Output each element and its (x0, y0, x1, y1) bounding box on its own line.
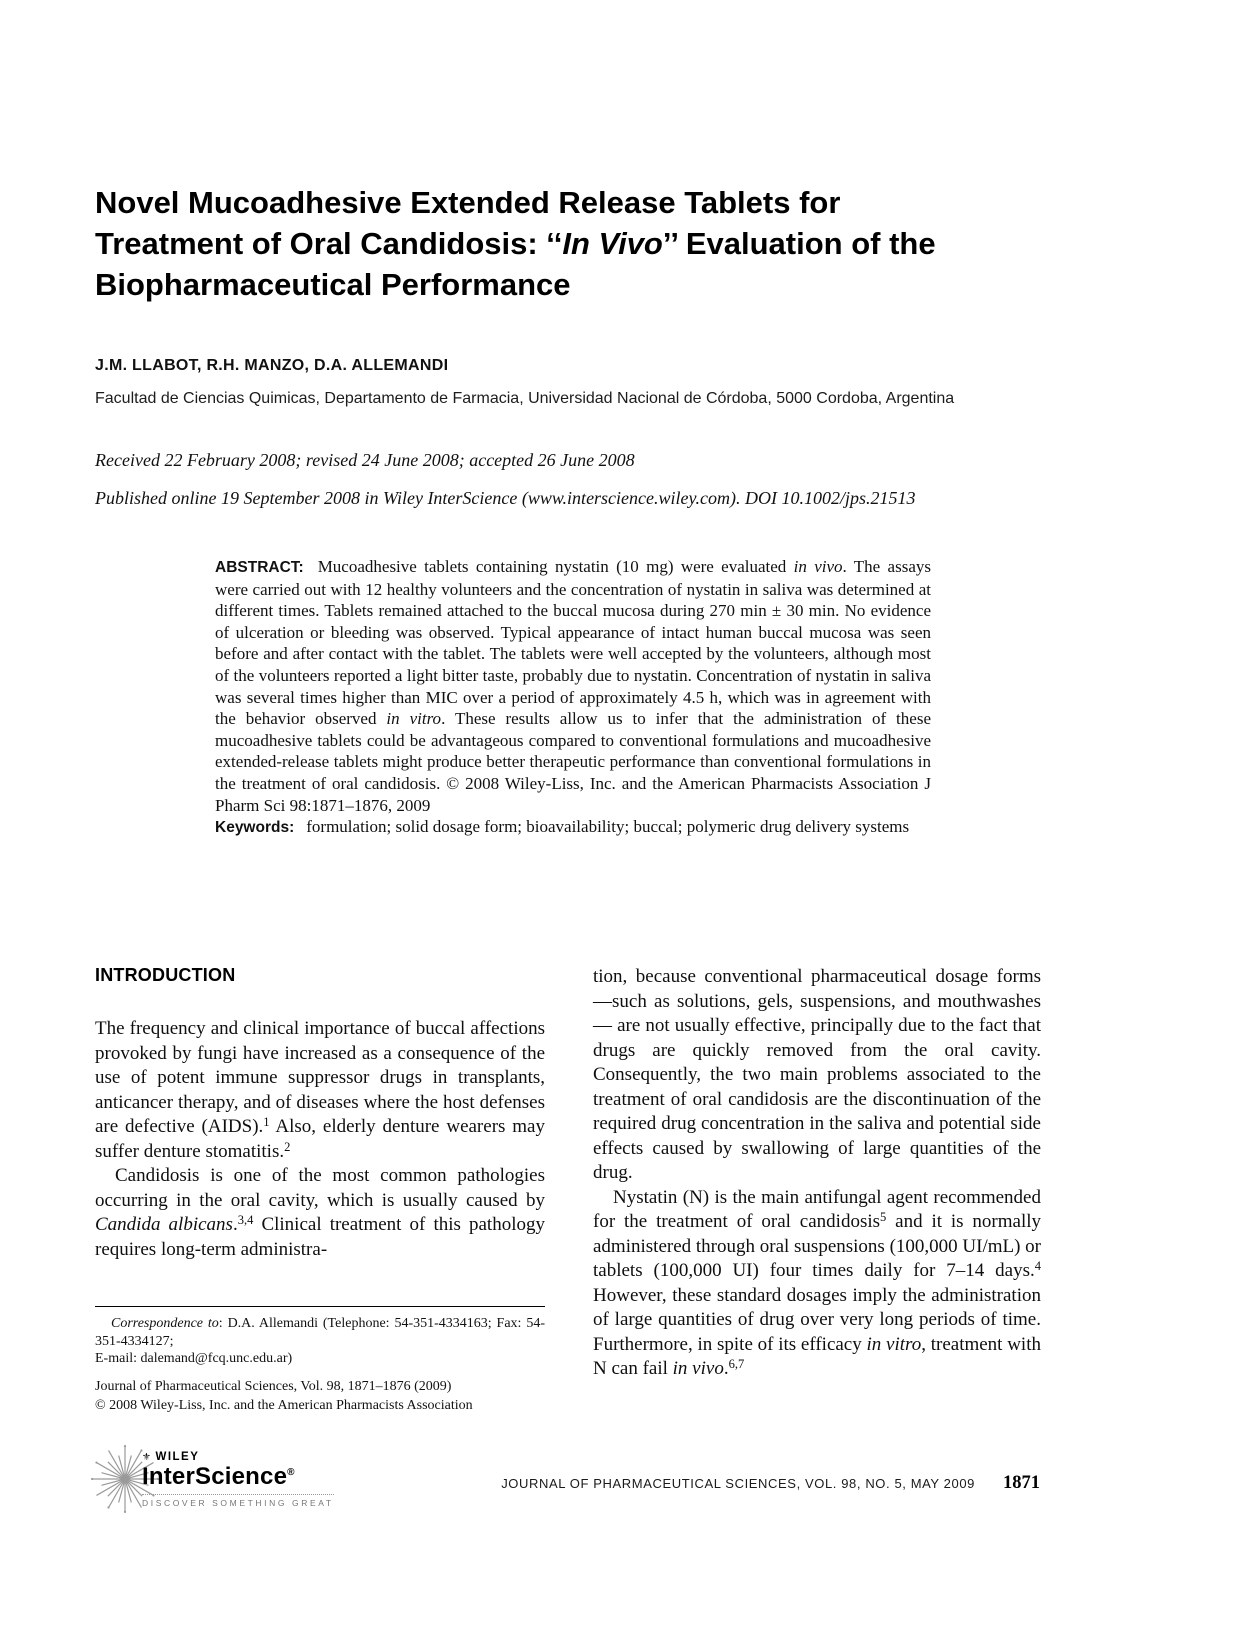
published-online-doi-line: Published online 19 September 2008 in Wiley InterScience (www.interscience.wiley.com). DOI 10.1002/jps.21513 (95, 488, 916, 508)
interscience-wordmark (142, 1463, 334, 1491)
introduction-paragraph-3: Nystatin (N) is the main antifungal agent recommended for the treatment of oral candidosis$^5$ and it is normally administered through oral suspensions (100,000 UI/mL) or tablets (100,000 UI) four times daily for 7–14 days.$^4$ However, these standard dosages imply the administration of large quantities of drug over very long periods of time. Furthermore, in spite of its efficacy in vitro, treatment with N can fail in vivo.$^{6,7}$ (593, 1186, 1042, 1379)
article-title (95, 182, 1047, 305)
right-column (593, 965, 1041, 1382)
wiley-interscience-logo (86, 1440, 334, 1518)
interscience-wordmark-text: InterScience (142, 1462, 288, 1490)
article-title-line2: Treatment of Oral Candidosis: ‘‘In Vivo’’ Evaluation of the (95, 226, 936, 261)
correspondence-note: Correspondence to: D.A. Allemandi (Telephone: 54-351-4334163; Fax: 54-351-4334127; E-mail: dalemand@fcq.unc.edu.ar) (95, 1316, 545, 1366)
wiley-wordmark (142, 1451, 334, 1463)
logo-tagline: DISCOVER SOMETHING GREAT (142, 1494, 334, 1508)
article-title-line3: Biopharmaceutical Performance (95, 267, 571, 302)
introduction-paragraph-2: Candidosis is one of the most common pathologies occurring in the oral cavity, which is usually caused by Candida albicans.$^{3,4}$ Clinical treatment of this pathology requires long-term administra- (95, 1165, 545, 1260)
abstract-block (215, 556, 931, 839)
abstract-paragraph (215, 556, 931, 816)
received-revised-accepted-line: Received 22 February 2008; revised 24 June 2008; accepted 26 June 2008 (95, 450, 635, 470)
abstract-text: Mucoadhesive tablets containing nystatin (10 mg) were evaluated in vivo. The assays were carried out with 12 healthy volunteers and the concentration of nystatin in saliva was determined at different times. Tablets remained attached to the buccal mucosa during 270 min ± 30 min. No evidence of ulceration or bleeding was observed. Typical appearance of intact human buccal mucosa was seen before and after contact with the tablet. The tablets were well accepted by the volunteers, although most of the volunteers reported a light bitter taste, probably due to nystatin. Concentration of nystatin in saliva was several times higher than MIC over a period of approximately 4.5 h, which was in agreement with the behavior observed in vitro. These results allow us to infer that the administration of these mucoadhesive tablets could be advantageous compared to conventional formulations and mucoadhesive extended-release tablets might produce better therapeutic performance than conventional formulations in the treatment of oral candidosis. © 2008 Wiley-Liss, Inc. and the American Pharmacists Association J Pharm Sci 98:1871–1876, 2009 (215, 557, 931, 815)
section-heading-introduction: INTRODUCTION (95, 965, 236, 985)
keywords-text: formulation; solid dosage form; bioavailability; buccal; polymeric drug delivery systems (306, 817, 910, 837)
keywords-label: Keywords: (215, 819, 295, 837)
affiliation: Facultad de Ciencias Quimicas, Departamento de Farmacia, Universidad Nacional de Córdoba, 5000 Cordoba, Argentina (95, 390, 955, 407)
journal-volume-line: Journal of Pharmaceutical Sciences, Vol. 98, 1871–1876 (2009) (95, 1378, 452, 1394)
logo-text (142, 1451, 334, 1508)
footnote-block (95, 1306, 545, 1415)
introduction-paragraph-1: The frequency and clinical importance of buccal affections provoked by fungi have increased as a consequence of the use of potent immune suppressor drugs in transplants, anticancer therapy, and of diseases where the host defenses are defective (AIDS).$^1$ Also, elderly denture wearers may suffer denture stomatitis.$^2$ (95, 1018, 545, 1162)
keywords-line (215, 816, 931, 839)
left-column (95, 965, 545, 1262)
article-title-line1: Novel Mucoadhesive Extended Release Tablets for (95, 185, 841, 220)
wiley-colophon-icon: ⚜ (142, 1451, 153, 1463)
introduction-paragraph-2-continued: tion, because conventional pharmaceutical dosage forms —such as solutions, gels, suspensions, and mouthwashes— are not usually effective, principally due to the fact that drugs are quickly removed from the oral cavity. Consequently, the two main problems associated to the treatment of oral candidosis are the discontinuation of the required drug concentration in the saliva and potential side effects caused by swallowing of large quantities of the drug. (593, 966, 1041, 1183)
page-number: 1871 (1003, 1473, 1040, 1493)
author-list: J.M. LLABOT, R.H. MANZO, D.A. ALLEMANDI (95, 357, 449, 374)
copyright-line: © 2008 Wiley-Liss, Inc. and the American Pharmacists Association (95, 1398, 473, 1413)
wiley-wordmark-text: WILEY (155, 1450, 200, 1463)
journal-info-line: JOURNAL OF PHARMACEUTICAL SCIENCES, VOL. 98, NO. 5, MAY 2009 (501, 1476, 975, 1491)
running-footer (501, 1473, 1040, 1494)
registered-trademark-symbol: ® (287, 1466, 295, 1478)
abstract-label: ABSTRACT: (215, 559, 304, 576)
